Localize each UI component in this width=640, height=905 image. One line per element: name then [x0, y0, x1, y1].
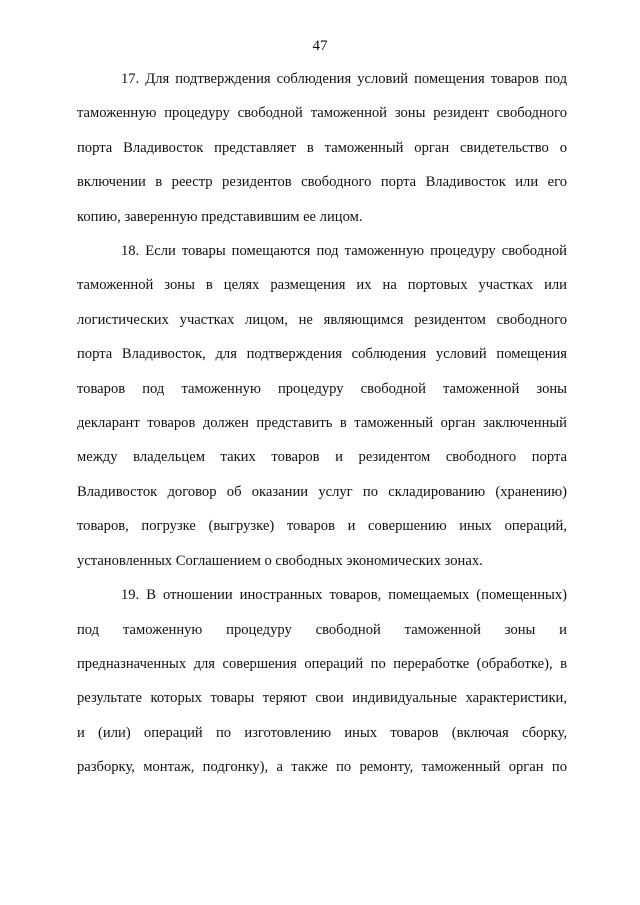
- text-line: между владельцем таких товаров и резидентом свободного порта: [77, 449, 567, 466]
- text-line: 19. В отношении иностранных товаров, помещаемых (помещенных): [121, 587, 567, 604]
- text-line: копию, заверенную представившим ее лицом.: [77, 208, 363, 225]
- text-line: порта Владивосток, для подтверждения соблюдения условий помещения: [77, 346, 567, 363]
- text-line: 17. Для подтверждения соблюдения условий помещения товаров под: [121, 71, 567, 87]
- document-body: [77, 62, 567, 785]
- text-line: декларант товаров должен представить в таможенный орган заключенный: [77, 415, 567, 432]
- text-line: и (или) операций по изготовлению иных товаров (включая сборку,: [77, 724, 567, 741]
- text-line: разборку, монтаж, подгонку), а также по ремонту, таможенный орган по: [77, 759, 567, 776]
- text-line: результате которых товары теряют свои индивидуальные характеристики,: [77, 690, 567, 707]
- text-line: предназначенных для совершения операций по переработке (обработке), в: [77, 655, 567, 672]
- paragraph-19: [77, 578, 567, 784]
- text-line: таможенной зоны в целях размещения их на портовых участках или: [77, 277, 567, 294]
- text-line: товаров под таможенную процедуру свободной таможенной зоны: [77, 380, 567, 397]
- text-line: порта Владивосток представляет в таможенный орган свидетельство о: [77, 139, 567, 156]
- text-line: товаров, погрузке (выгрузке) товаров и совершению иных операций,: [77, 518, 567, 535]
- text-line: под таможенную процедуру свободной таможенной зоны и: [77, 621, 567, 638]
- text-line: таможенную процедуру свободной таможенной зоны резидент свободного: [77, 105, 567, 122]
- text-line: логистических участках лицом, не являющимся резидентом свободного: [77, 311, 567, 328]
- text-line: Владивосток договор об оказании услуг по складированию (хранению): [77, 483, 567, 500]
- text-line: 18. Если товары помещаются под таможенную процедуру свободной: [121, 243, 567, 260]
- text-line: установленных Соглашением о свободных экономических зонах.: [77, 552, 483, 569]
- page-number: 47: [312, 38, 328, 54]
- paragraph-18: [77, 234, 567, 578]
- paragraph-17: [77, 62, 567, 234]
- text-line: включении в реестр резидентов свободного порта Владивосток или его: [77, 174, 567, 191]
